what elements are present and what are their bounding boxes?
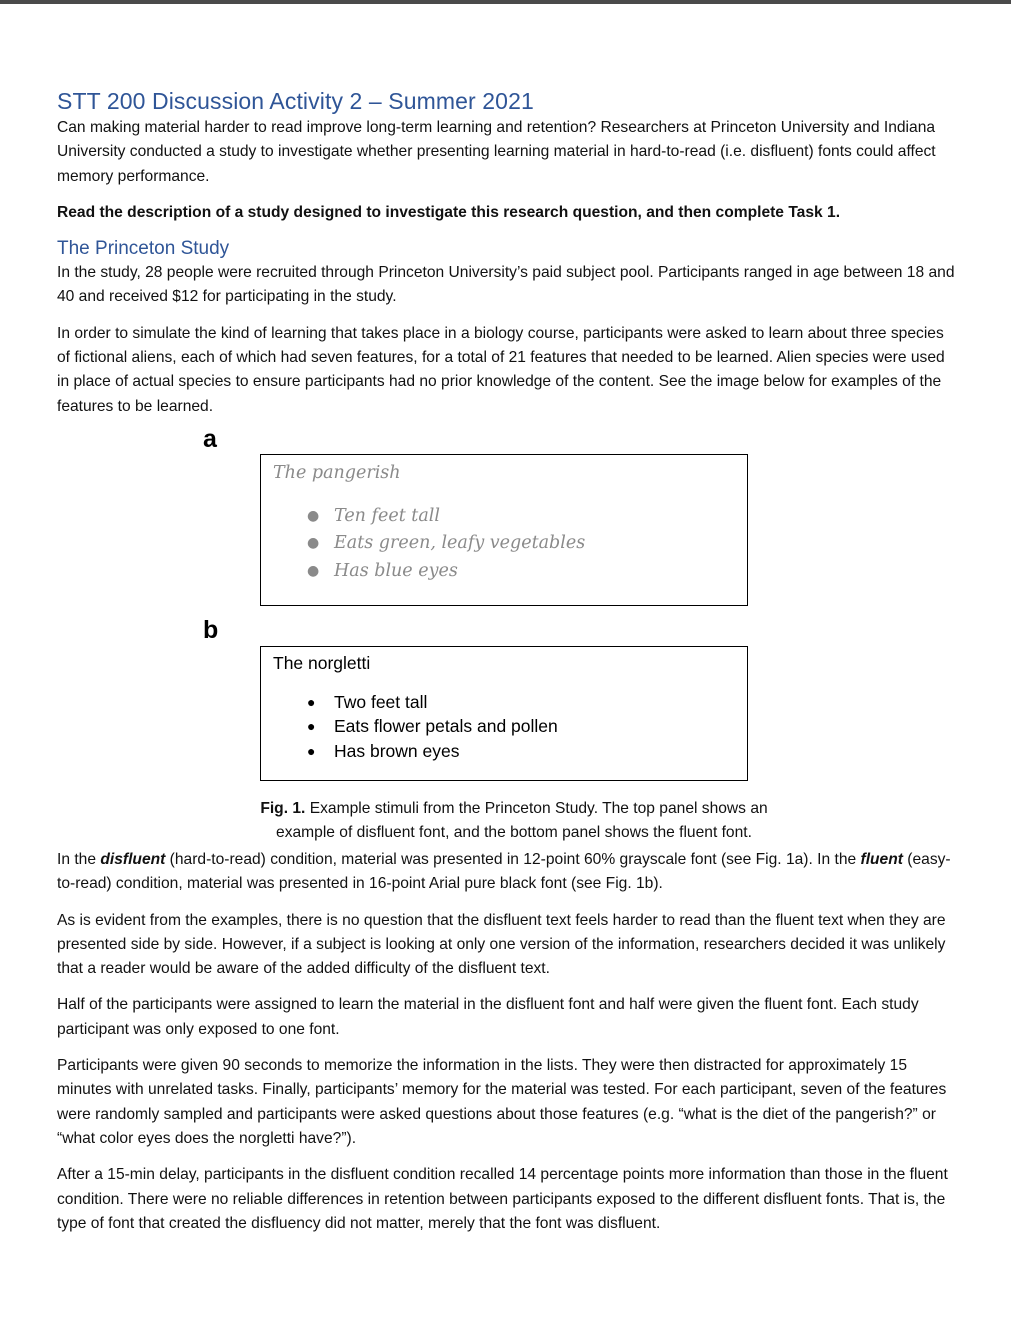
procedure-paragraph: Participants were given 90 seconds to memorize the information in the lists. They were then distracted for approximately 15 minutes with unrelated tasks. Finally, participants’ memory for the material was tested. For each participant, seven of the features were randomly sampled and participants were asked questions about those features (e.g. “what is the diet of the pangerish?” or “what color eyes does the norgletti have?”). (57, 1057, 947, 1147)
list-item: ● Eats flower petals and pollen (307, 714, 558, 739)
section-heading: The Princeton Study (57, 238, 230, 260)
assignment-paragraph: Half of the participants were assigned to learn the material in the disfluent font and half were given the fluent font. Each study participant was only exposed to one font. (57, 996, 919, 1038)
list-item: ● Eats green, leafy vegetables (307, 530, 585, 558)
list-item: ● Ten feet tall (307, 503, 585, 531)
bullet-icon: ● (307, 718, 316, 735)
panel-a-disfluent (260, 454, 748, 606)
list-item: ● Has blue eyes (307, 558, 585, 586)
figure-caption-label: Fig. 1. (260, 799, 306, 817)
page-title: STT 200 Discussion Activity 2 – Summer 2021 (57, 88, 534, 114)
figure-caption-text: Example stimuli from the Princeton Study. The top panel shows an example of disfluent font, and the bottom panel shows the fluent font. (276, 799, 768, 842)
study-design-paragraph: In order to simulate the kind of learning that takes place in a biology course, participants were asked to learn about three species of fictional aliens, each of which had seven features, for a total of 21 features that needed to be learned. Alien species were used in place of actual species to ensure participants had no prior knowledge of the content. See the image below for examples of the features to be learned. (57, 324, 945, 415)
panel-b-title: The norgletti (273, 652, 371, 673)
bullet-icon: ● (307, 742, 316, 759)
instruction-paragraph: Read the description of a study designed to investigate this research question, and then complete Task 1. (57, 203, 841, 221)
bullet-icon: ● (307, 562, 320, 579)
figure-1 (57, 424, 957, 842)
bullet-icon: ● (307, 693, 316, 710)
panel-a-label: a (203, 424, 217, 453)
study-participants-paragraph: In the study, 28 people were recruited through Princeton University’s paid subject pool. Participants ranged in age between 18 and 40 and received $12 for participating in the study. (57, 264, 955, 306)
panel-a-list (307, 503, 585, 586)
fluent-term: fluent (860, 850, 903, 868)
figure-caption (234, 797, 794, 846)
document-page (57, 86, 957, 1236)
bullet-icon: ● (307, 507, 320, 524)
panel-b-label: b (203, 615, 219, 644)
panel-b-list (307, 690, 558, 764)
conditions-paragraph: In the disfluent (hard-to-read) condition, material was presented in 12-point 60% grayscale font (see Fig. 1a). In the fluent (easy-to-read) condition, material was presented in 16-point Arial pure black font (see Fig. 1b). (57, 850, 951, 893)
panel-a-title: The pangerish (273, 462, 401, 483)
list-item: ● Has brown eyes (307, 739, 558, 764)
disfluent-term: disfluent (100, 850, 166, 868)
bullet-icon: ● (307, 535, 320, 552)
results-paragraph: After a 15-min delay, participants in the disfluent condition recalled 14 percentage points more information than those in the fluent condition. There were no reliable differences in retention between participants exposed to the different disfluent fonts. That is, the type of font that created the disfluency did not matter, merely that the font was disfluent. (57, 1166, 948, 1232)
panel-b-fluent (260, 646, 748, 781)
top-border (0, 0, 1011, 4)
list-item: ● Two feet tall (307, 690, 558, 715)
awareness-paragraph: As is evident from the examples, there is no question that the disfluent text feels harder to read than the fluent text when they are presented side by side. However, if a subject is looking at only one version of the information, researchers decided it was unlikely that a reader would be aware of the added difficulty of the disfluent text. (57, 911, 946, 978)
intro-paragraph: Can making material harder to read improve long-term learning and retention? Researchers at Princeton University and Indiana University conducted a study to investigate whether presenting learning material in hard-to-read (i.e. disfluent) fonts could affect memory performance. (57, 119, 936, 185)
